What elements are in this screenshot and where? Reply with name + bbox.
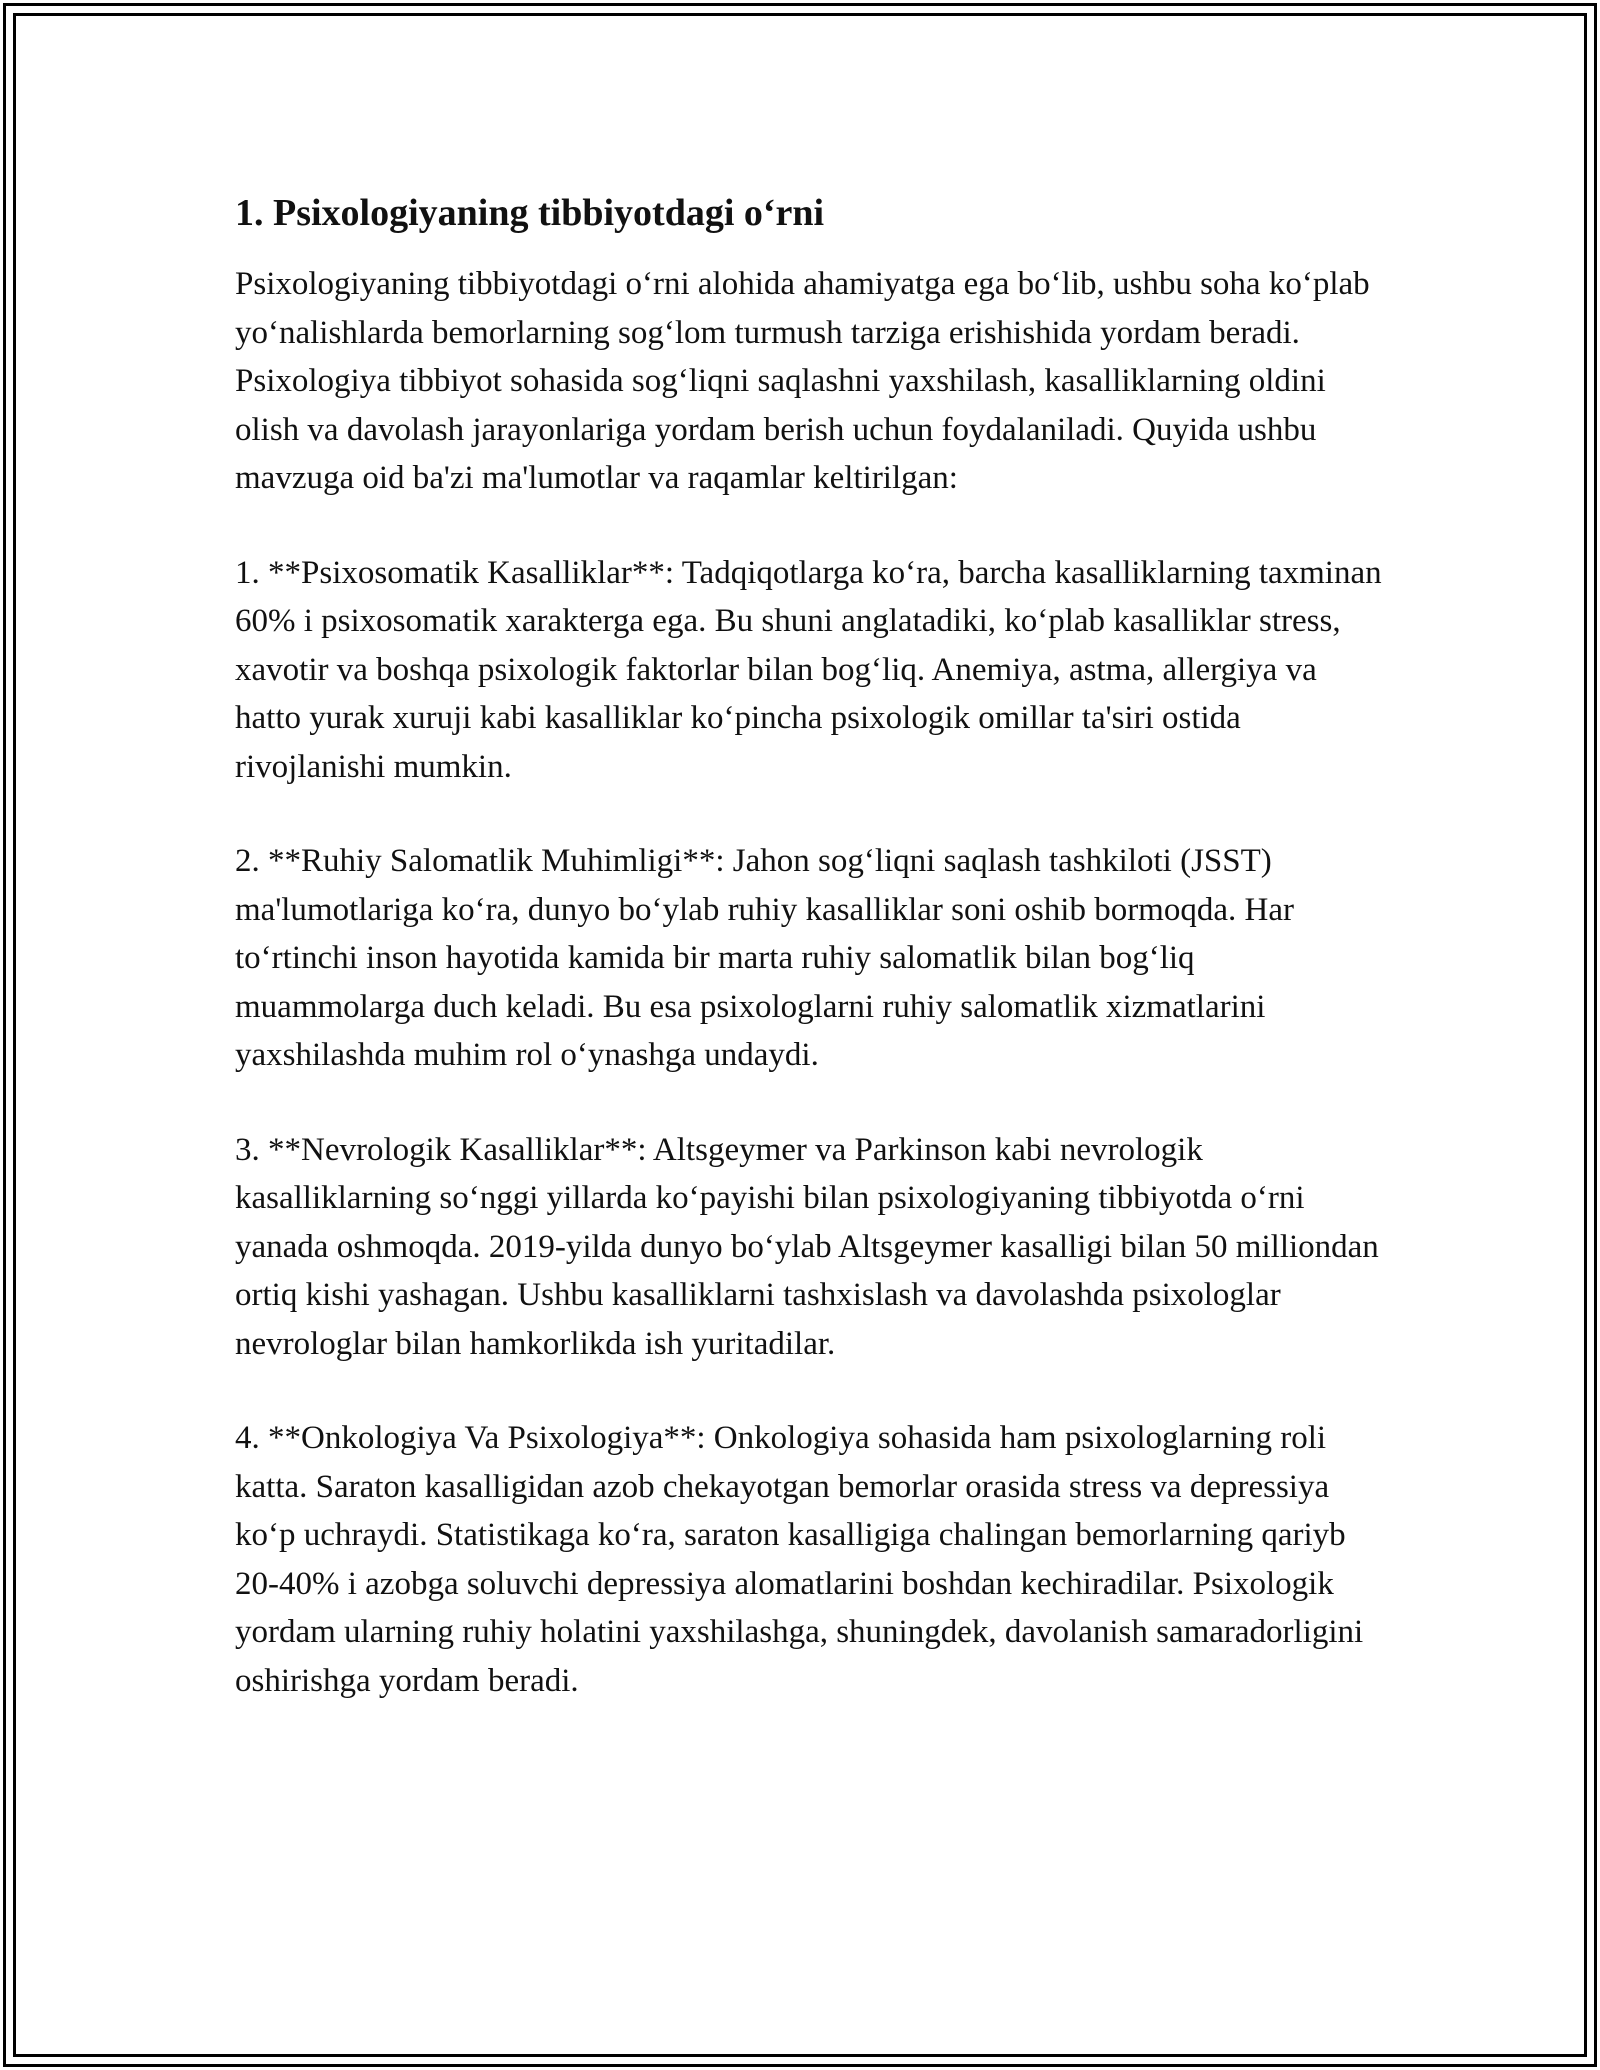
paragraph-spacer [235,791,1385,837]
point-mental-health-paragraph: 2. **Ruhiy Salomatlik Muhimligi**: Jahon sog‘liqni saqlash tashkiloti (JSST) ma'lumotlariga ko‘ra, dunyo bo‘ylab ruhiy kasalliklar soni oshib bormoqda. Har to‘rtinchi inson hayotida kamida bir marta ruhiy salomatlik bilan bog‘liq muammolarga duch keladi. Bu esa psixologlarni ruhiy salomatlik xizmatlarini yaxshilashda muhim rol o‘ynashga undaydi. [235,843,1294,1073]
paragraph-spacer [235,503,1385,549]
point-oncology-paragraph: 4. **Onkologiya Va Psixologiya**: Onkologiya sohasida ham psixologlarning roli katta. Saraton kasalligidan azob chekayotgan bemorlar orasida stress va depressiya ko‘p uchraydi. Statistikaga ko‘ra, saraton kasalligiga chalingan bemorlarning qariyb 20-40% i azobga soluvchi depressiya alomatlarini boshdan kechiradilar. Psixologik yordam ularning ruhiy holatini yaxshilashga, shuningdek, davolanish samaradorligini oshirishga yordam beradi. [235,1420,1364,1699]
document-title: 1. Psixologiyaning tibbiyotdagi o‘rni [235,192,825,234]
point-psychosomatic-paragraph: 1. **Psixosomatik Kasalliklar**: Tadqiqotlarga ko‘ra, barcha kasalliklarning taxminan 60% i psixosomatik xarakterga ega. Bu shuni anglatadiki, ko‘plab kasalliklar stress, xavotir va boshqa psixologik faktorlar bilan bog‘liq. Anemiya, astma, allergiya va hatto yurak xuruji kabi kasalliklar ko‘pincha psixologik omillar ta'siri ostida rivojlanishi mumkin. [235,554,1382,785]
intro-paragraph: Psixologiyaning tibbiyotdagi o‘rni alohida ahamiyatga ega bo‘lib, ushbu soha ko‘plab yo‘nalishlarda bemorlarning sog‘lom turmush tarziga erishishida yordam beradi. Psixologiya tibbiyot sohasida sog‘liqni saqlashni yaxshilash, kasalliklarning oldini olish va davolash jarayonlariga yordam berish uchun foydalaniladi. Quyida ushbu mavzuga oid ba'zi ma'lumotlar va raqamlar keltirilgan: [235,266,1370,496]
paragraph-spacer [235,1368,1385,1414]
paragraph-spacer [235,1080,1385,1126]
document-body [235,188,1385,1705]
point-neurological-paragraph: 3. **Nevrologik Kasalliklar**: Altsgeymer va Parkinson kabi nevrologik kasalliklarning so‘nggi yillarda ko‘payishi bilan psixologiyaning tibbiyotda o‘rni yanada oshmoqda. 2019-yilda dunyo bo‘ylab Altsgeymer kasalligi bilan 50 milliondan ortiq kishi yashagan. Ushbu kasalliklarni tashxislash va davolashda psixologlar nevrologlar bilan hamkorlikda ish yuritadilar. [235,1131,1379,1362]
